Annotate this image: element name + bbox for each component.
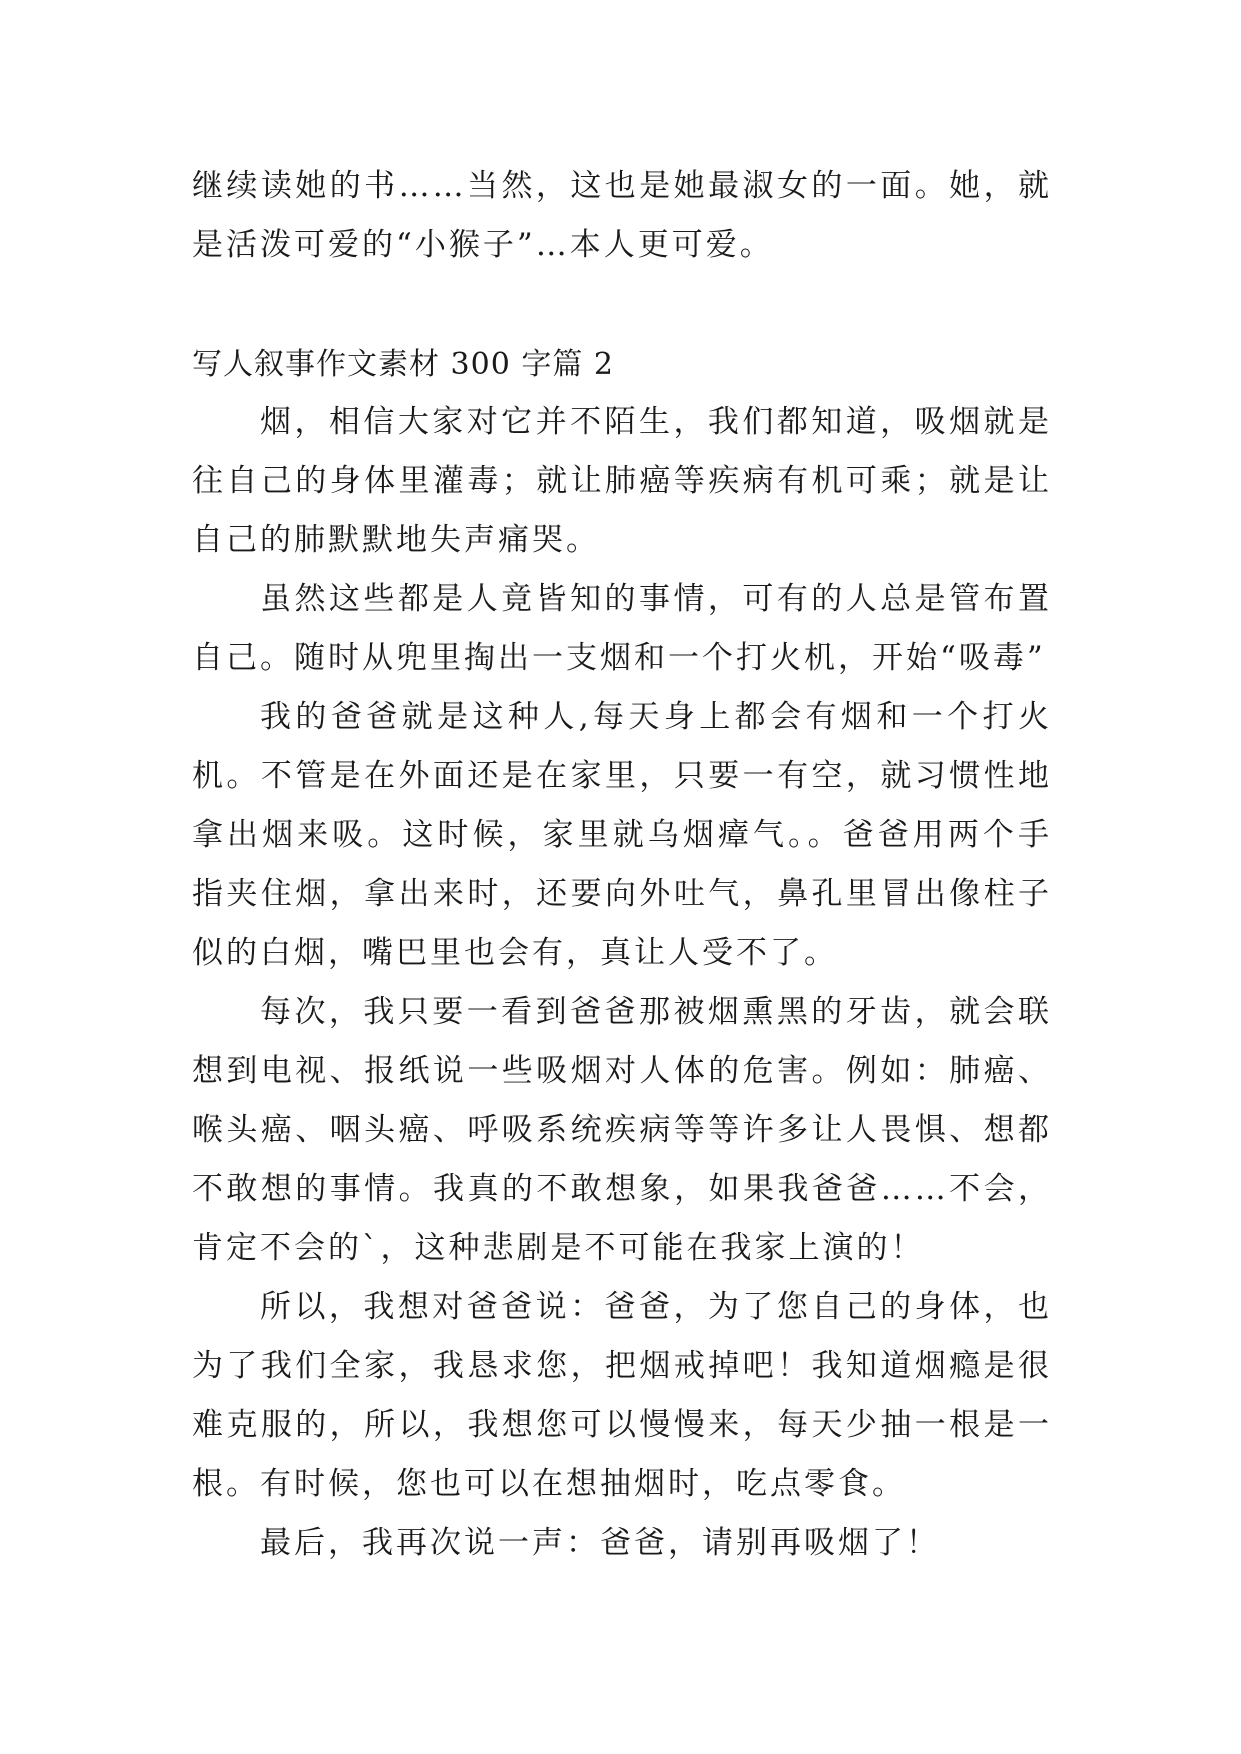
body-paragraph-3: 我的爸爸就是这种人,每天身上都会有烟和一个打火机。不管是在外面还是在家里，只要一有空，就习惯性地拿出烟来吸。这时候，家里就乌烟瘴气。。爸爸用两个手指夹住烟，拿出来时，还要向外吐气，鼻孔里冒出像柱子似的白烟，嘴巴里也会有，真让人受不了。: [192, 699, 1052, 971]
section-title: 写人叙事作文素材 300 字篇 2: [192, 347, 614, 382]
body-paragraph-4: 每次，我只要一看到爸爸那被烟熏黑的牙齿，就会联想到电视、报纸说一些吸烟对人体的危害。例如：肺癌、喉头癌、咽头癌、呼吸系统疾病等等许多让人畏惧、想都不敢想的事情。我真的不敢想象，如果我爸爸……不会，肯定不会的`，这种悲剧是不可能在我家上演的！: [192, 994, 1052, 1266]
intro-section: [192, 157, 1052, 275]
body-paragraph-6: 最后，我再次说一声：爸爸，请别再吸烟了！: [260, 1525, 940, 1561]
intro-paragraph: 继续读她的书……当然，这也是她最淑女的一面。她，就是活泼可爱的“小猴子”…本人更可爱。: [192, 168, 1052, 263]
body-paragraph-1: 烟，相信大家对它并不陌生，我们都知道，吸烟就是往自己的身体里灌毒；就让肺癌等疾病有机可乘；就是让自己的肺默默地失声痛哭。: [192, 404, 1052, 558]
body-paragraph-2: 虽然这些都是人竟皆知的事情，可有的人总是管布置自己。随时从兜里掏出一支烟和一个打火机，开始“吸毒”: [192, 581, 1052, 676]
essay-body: [192, 393, 1052, 1573]
body-paragraph-5: 所以，我想对爸爸说：爸爸，为了您自己的身体，也为了我们全家，我恳求您，把烟戒掉吧！我知道烟瘾是很难克服的，所以，我想您可以慢慢来，每天少抽一根是一根。有时候，您也可以在想抽烟时，吃点零食。: [192, 1289, 1052, 1502]
